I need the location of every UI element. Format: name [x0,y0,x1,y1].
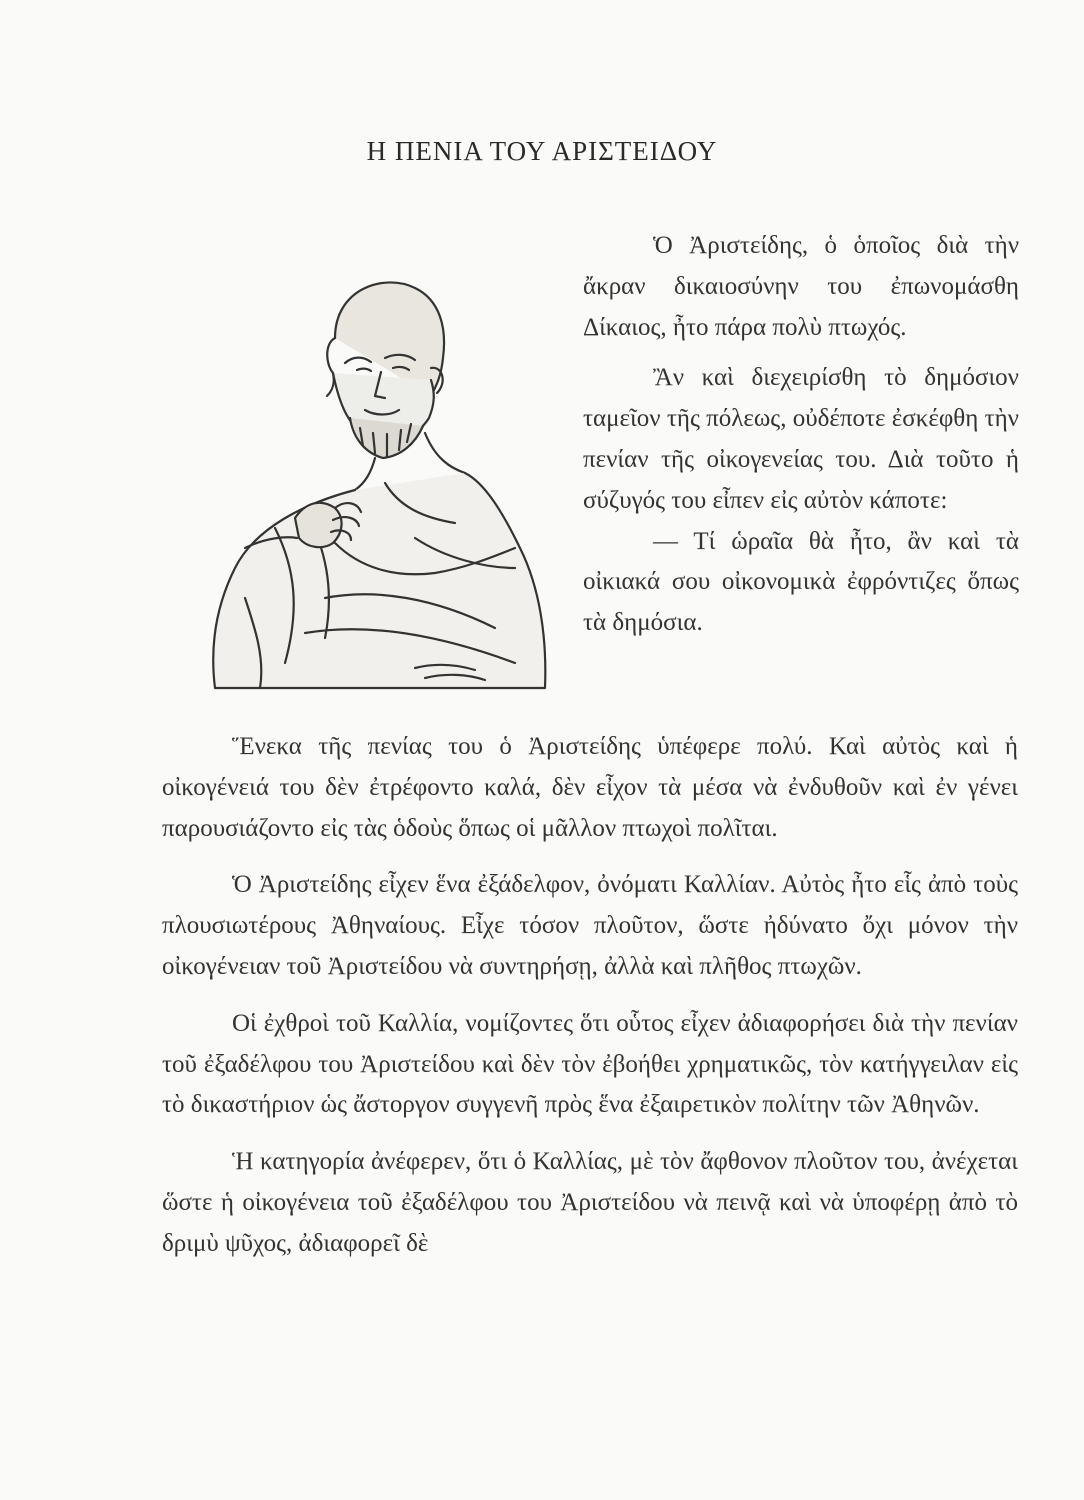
paragraph-poverty: Ἕνεκα τῆς πενίας του ὁ Ἀριστείδης ὑπέφερε πολύ. Καὶ αὐτὸς καὶ ἡ οἰκογένειά του δὲν ἐτρέφοντο καλά, δὲν εἶχον τὰ μέσα νὰ ἐνδυθοῦν καὶ ἐν γένει παρουσιάζοντο εἰς τὰς ὁδοὺς ὅπως οἱ μᾶλλον πτωχοὶ πολῖται. [162,733,1018,842]
paragraph-accusation: Ἡ κατηγορία ἀνέφερεν, ὅτι ὁ Καλλίας, μὲ τὸν ἄφθονον πλοῦτον του, ἀνέχεται ὥστε ἡ οἰκογένεια τοῦ ἐξαδέλφου του Ἀριστείδου νὰ πεινᾷ καὶ νὰ ὑποφέρῃ ἀπὸ τὸ δριμὺ ψῦχος, ἀδιαφορεῖ δὲ [162,1148,1018,1257]
side-column-text [583,226,1019,644]
paragraph-enemies: Οἱ ἐχθροὶ τοῦ Καλλία, νομίζοντες ὅτι οὗτος εἶχεν ἀδιαφορήσει διὰ τὴν πενίαν τοῦ ἐξαδέλφου του Ἀριστείδου καὶ δὲν τὸν ἐβοήθει χρηματικῶς, τὸν κατήγγειλαν εἰς τὸ δικαστήριον ὡς ἄστοργον συγγενῆ πρὸς ἕνα ἐξαιρετικὸν πολίτην τῶν Ἀθηνῶν. [162,1009,1018,1119]
paragraph-intro: Ὁ Ἀριστείδης, ὁ ὁποῖος διὰ τὴν ἄκραν δικαιοσύνην του ἐπωνομάσθη Δίκαιος, ἦτο πάρα πολὺ πτωχός. [583,232,1019,341]
main-body-text [162,727,1018,1265]
paragraph-kallias: Ὁ Ἀριστείδης εἶχεν ἕνα ἐξάδελφον, ὀνόματι Καλλίαν. Αὐτὸς ἦτο εἷς ἀπὸ τοὺς πλουσιωτέρους Ἀθηναίους. Εἶχε τόσον πλοῦτον, ὥστε ἠδύνατο ὄχι μόνον τὴν οἰκογένειαν τοῦ Ἀριστείδου νὰ συντηρήσῃ, ἀλλὰ καὶ πλῆθος πτωχῶν. [162,871,1018,980]
paragraph-treasury: Ἂν καὶ διεχειρίσθη τὸ δημόσιον ταμεῖον τῆς πόλεως, οὐδέποτε ἐσκέφθη τὴν πενίαν τῆς οἰκογενείας του. Διὰ τοῦτο ἡ σύζυγός του εἶπεν εἰς αὐτὸν κάποτε: [583,364,1019,514]
page-title: Η ΠΕΝΙΑ ΤΟΥ ΑΡΙΣΤΕΙΔΟΥ [366,136,718,166]
paragraph-wife-quote: — Τί ὡραῖα θὰ ἦτο, ἂν καὶ τὰ οἰκιακά σου οἰκονομικὰ ἐφρόντιζες ὅπως τὰ δημόσια. [583,527,1019,637]
aristides-portrait-illustration [185,268,555,718]
